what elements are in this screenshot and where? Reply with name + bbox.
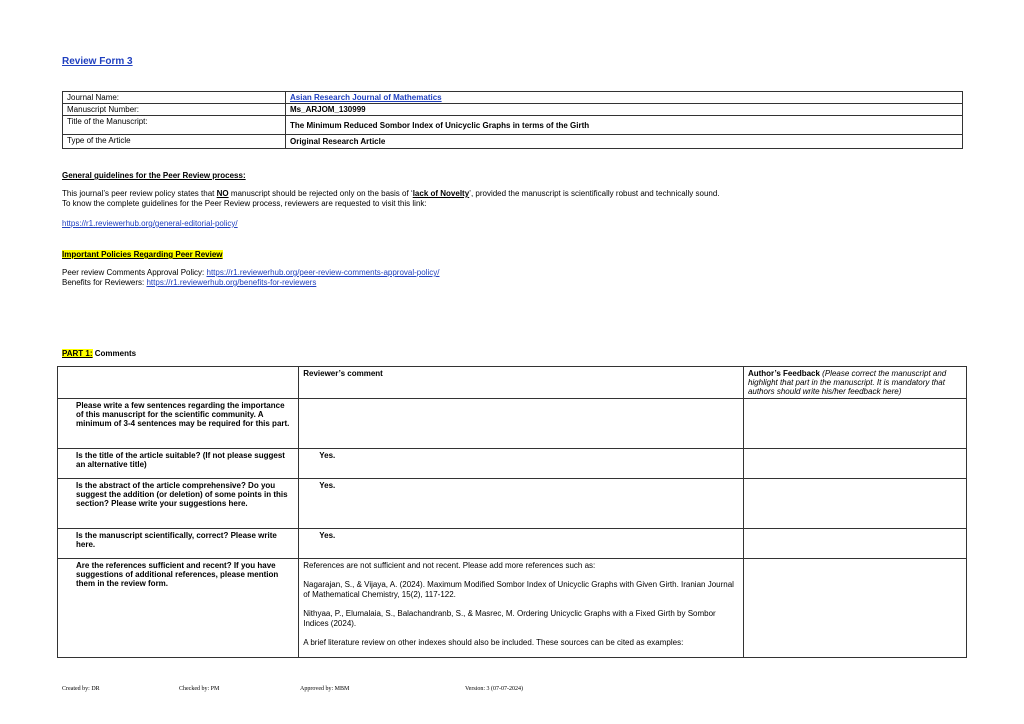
journal-name-link[interactable]: Asian Research Journal of Mathematics [290, 93, 442, 102]
refs-intro: References are not sufficient and not recent. Please add more references such as: [303, 561, 596, 570]
manuscript-number: Ms_ARJOM_130999 [286, 104, 963, 116]
policies-heading: Important Policies Regarding Peer Review [62, 250, 223, 259]
info-label: Manuscript Number: [63, 104, 286, 116]
article-type: Original Research Article [286, 135, 963, 149]
comment-row [58, 399, 967, 449]
author-feedback-header: Author’s Feedback (Please correct the manuscript and highlight that part in the manuscript. It is mandatory that authors should write his/her feedback here) [743, 367, 966, 399]
comment-row [58, 449, 967, 479]
info-label: Type of the Article [63, 135, 286, 149]
question-text: Is the abstract of the article comprehensive? Do you suggest the addition (or deletion) of some points in this section? Please write your suggestions here. [58, 479, 299, 529]
question-text: Is the title of the article suitable? (If not please suggest an alternative title) [58, 449, 299, 479]
footer-version: Version: 3 (07-07-2024) [465, 686, 523, 692]
author-feedback-cell[interactable] [743, 529, 966, 559]
comments-header-row [58, 367, 967, 399]
guidelines-heading: General guidelines for the Peer Review process: [62, 171, 246, 180]
info-row-journal [63, 92, 963, 104]
info-row-title [63, 116, 963, 135]
reviewer-comment-cell[interactable]: Yes. [299, 479, 744, 529]
comments-table [57, 366, 967, 658]
question-text: Are the references sufficient and recent? If you have suggestions of additional references, please mention them in the review form. [58, 559, 299, 658]
question-text: Is the manuscript scientifically, correct? Please write here. [58, 529, 299, 559]
info-row-type [63, 135, 963, 149]
manuscript-title: The Minimum Reduced Sombor Index of Unicyclic Graphs in terms of the Girth [286, 116, 963, 135]
author-feedback-cell[interactable] [743, 559, 966, 658]
author-feedback-cell[interactable] [743, 399, 966, 449]
author-feedback-cell[interactable] [743, 449, 966, 479]
footer-approved: Approved by: MBM [300, 686, 350, 692]
reviewer-comment-cell[interactable]: Yes. [299, 449, 744, 479]
info-row-manuscript-number [63, 104, 963, 116]
question-text: Please write a few sentences regarding the importance of this manuscript for the scientific community. A minimum of 3-4 sentences may be required for this part. [58, 399, 299, 449]
footer-checked: Checked by: PM [179, 686, 220, 692]
novelty-emphasis: lack of Novelty [412, 189, 470, 198]
no-emphasis: NO [216, 189, 229, 198]
comment-row [58, 529, 967, 559]
reference-item: Nithyaa, P., Elumalaia, S., Balachandranb, S., & Masrec, M. Ordering Unicyclic Graphs with a Fixed Girth by Sombor Indices (2024). [303, 609, 716, 628]
guidelines-line-2: To know the complete guidelines for the Peer Review process, reviewers are requested to visit this link: [62, 199, 427, 208]
info-label: Title of the Manuscript: [63, 116, 286, 135]
comment-row [58, 479, 967, 529]
comment-row-references [58, 559, 967, 658]
footer-created: Created by: DR [62, 686, 100, 692]
reviewer-comment-cell[interactable] [299, 399, 744, 449]
reviewer-comment-header: Reviewer’s comment [299, 367, 744, 399]
refs-note: A brief literature review on other indexes should also be included. These sources can be cited as examples: [303, 638, 684, 647]
reference-item: Nagarajan, S., & Vijaya, A. (2024). Maximum Modified Sombor Index of Unicyclic Graphs with Given Girth. Iranian Journal of Mathematical Chemistry, 15(2), 117-122. [303, 580, 734, 599]
reviewer-comment-cell[interactable] [299, 559, 744, 658]
author-feedback-cell[interactable] [743, 479, 966, 529]
policies-text: Peer review Comments Approval Policy: https://r1.reviewerhub.org/peer-review-comments-approval-policy/ Benefits for Reviewers: https://r1.reviewerhub.org/benefits-for-reviewers [62, 268, 440, 287]
reviewer-comment-cell[interactable]: Yes. [299, 529, 744, 559]
approval-policy-link[interactable]: https://r1.reviewerhub.org/peer-review-comments-approval-policy/ [206, 268, 440, 277]
guidelines-text [62, 189, 972, 209]
manuscript-info-table [62, 91, 963, 149]
benefits-link[interactable]: https://r1.reviewerhub.org/benefits-for-reviewers [146, 278, 317, 287]
guidelines-line-1: This journal’s peer review policy states that NO manuscript should be rejected only on the basis of ‘lack of Novelty’, provided the manuscript is scientifically robust and technically sound. [62, 189, 720, 198]
form-title: Review Form 3 [62, 56, 133, 67]
editorial-policy-link[interactable]: https://r1.reviewerhub.org/general-editorial-policy/ [62, 219, 238, 228]
info-label: Journal Name: [63, 92, 286, 104]
part1-heading: PART 1: Comments [62, 349, 137, 358]
